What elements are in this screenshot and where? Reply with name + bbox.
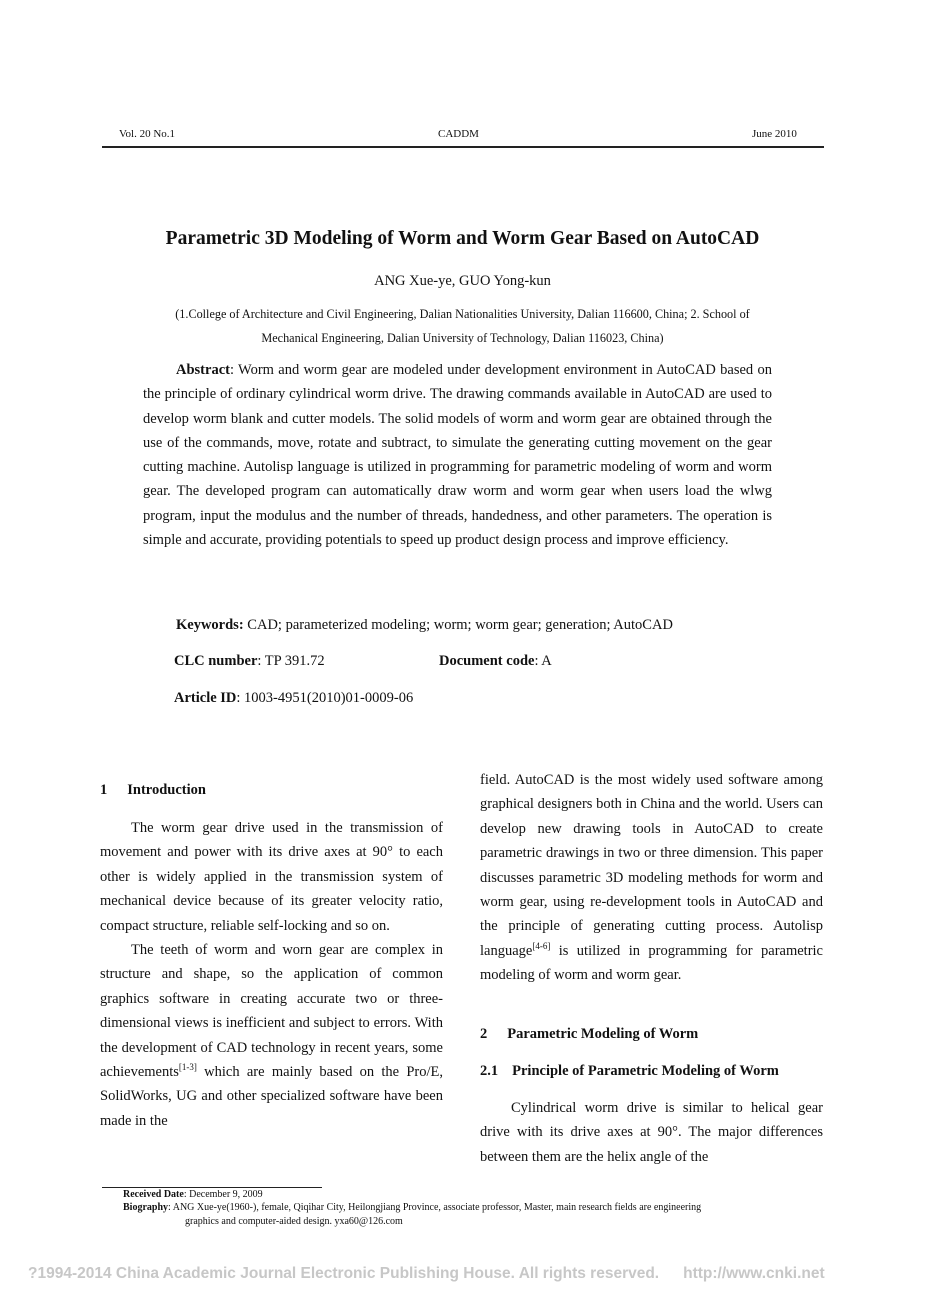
article-id xyxy=(174,690,413,707)
received-text: : December 9, 2009 xyxy=(183,1189,263,1200)
intro-paragraph-3-text-cont: is utilized in programming for parametric modeling of worm and worm gear. xyxy=(480,942,823,984)
left-column xyxy=(100,816,443,1133)
biography xyxy=(123,1201,823,1215)
section-2-1-paragraph: Cylindrical worm drive is similar to helical gear drive with its drive axes at 90°. The major differences between them are the helix angle of the xyxy=(480,1100,823,1165)
clc-text: : TP 391.72 xyxy=(257,653,325,669)
biography-label: Biography xyxy=(123,1202,169,1213)
intro-paragraph-3 xyxy=(480,768,823,988)
watermark-url: http://www.cnki.net xyxy=(683,1265,825,1282)
article-id-label: Article ID xyxy=(174,690,237,706)
received-label: Received Date xyxy=(123,1189,184,1200)
section-2-1-title: Principle of Parametric Modeling of Worm xyxy=(512,1063,779,1079)
section-2-heading xyxy=(480,1026,698,1043)
section-2-1-heading xyxy=(480,1063,779,1080)
authors: ANG Xue-ye, GUO Yong-kun xyxy=(374,273,551,289)
article-id-text: : 1003-4951(2010)01-0009-06 xyxy=(236,690,414,706)
header-volume: Vol. 20 No.1 xyxy=(119,128,176,140)
paper-title: Parametric 3D Modeling of Worm and Worm Gear Based on AutoCAD xyxy=(165,228,760,249)
keywords-label: Keywords: xyxy=(176,617,244,633)
section-1-heading xyxy=(100,782,206,799)
keywords xyxy=(176,617,673,634)
header-date: June 2010 xyxy=(752,128,797,140)
section-2-title: Parametric Modeling of Worm xyxy=(507,1026,699,1042)
header-rule xyxy=(102,146,824,148)
section-1-title: Introduction xyxy=(127,782,206,798)
watermark-text: ?1994-2014 China Academic Journal Electronic Publishing House. All rights reserved. xyxy=(28,1265,660,1282)
section-2-number: 2 xyxy=(480,1026,488,1042)
abstract xyxy=(143,358,772,552)
citation-4-6: [4-6] xyxy=(532,940,551,951)
clc-label: CLC number xyxy=(174,653,258,669)
intro-paragraph-2 xyxy=(100,938,443,1133)
right-column xyxy=(480,768,823,988)
biography-text-1: : ANG Xue-ye(1960-), female, Qiqihar City, Heilongjiang Province, associate professor, Master, main research fields are engineering xyxy=(168,1202,702,1213)
affiliation-line-1: (1.College of Architecture and Civil Engineering, Dalian Nationalities University, Dalian 116600, China; 2. School of xyxy=(175,307,750,321)
citation-1-3: [1-3] xyxy=(178,1062,197,1073)
document-code xyxy=(439,653,552,670)
affiliation-line-2: Mechanical Engineering, Dalian University of Technology, Dalian 116023, China) xyxy=(261,331,664,345)
abstract-label: Abstract xyxy=(176,362,230,378)
intro-paragraph-2-text-cont: which are mainly based on the Pro/E, SolidWorks, UG and other specialized software have been made in the xyxy=(100,1064,443,1129)
intro-paragraph-1: The worm gear drive used in the transmission of movement and power with its drive axes at 90° to each other is widely applied in the transmission system of mechanical device because of its greater velocity ratio, compact structure, reliable self-locking and so on. xyxy=(100,820,443,934)
abstract-text: : Worm and worm gear are modeled under development environment in AutoCAD based on the principle of ordinary cylindrical worm drive. The drawing commands available in AutoCAD are used to develop worm blank and cutter models. The solid models of worm and worm gear are obtained through the use of the commands, move, rotate and subtract, to simulate the generating cutting movement on the gear cutting machine. Autolisp language is utilized in programming for parametric modeling of worm and worm gear. The developed program can automatically draw worm and worm gear when users load the wlwg program, input the modulus and the number of threads, handedness, and other parameters. The operation is simple and accurate, providing potentials to speed up product design process and improve efficiency. xyxy=(143,362,772,549)
intro-paragraph-3-text: field. AutoCAD is the most widely used software among graphical designers both in China and the world. Users can develop new drawing tools in AutoCAD to create parametric drawings in two or three dimension. This paper discusses parametric 3D modeling methods for worm and worm gear, using re-development tools in AutoCAD and the principle of generating cutting process. Autolisp language xyxy=(480,772,823,959)
header-journal: CADDM xyxy=(438,128,479,140)
section-2-1-number: 2.1 xyxy=(480,1063,499,1079)
right-column-cont xyxy=(480,1096,823,1169)
intro-paragraph-2-text: The teeth of worm and worn gear are complex in structure and shape, so the application of common graphics software in creating accurate two or three-dimensional views is inefficient and subject to errors. With the development of CAD technology in recent years, some achievements xyxy=(100,942,443,1081)
clc-number xyxy=(174,653,325,670)
biography-text-2: graphics and computer-aided design. yxa60@126.com xyxy=(185,1216,403,1227)
keywords-text: CAD; parameterized modeling; worm; worm gear; generation; AutoCAD xyxy=(243,617,673,633)
doc-code-text: : A xyxy=(534,653,552,669)
copyright-watermark xyxy=(28,1265,888,1283)
received-date xyxy=(123,1188,263,1202)
doc-code-label: Document code xyxy=(439,653,535,669)
section-1-number: 1 xyxy=(100,782,108,798)
